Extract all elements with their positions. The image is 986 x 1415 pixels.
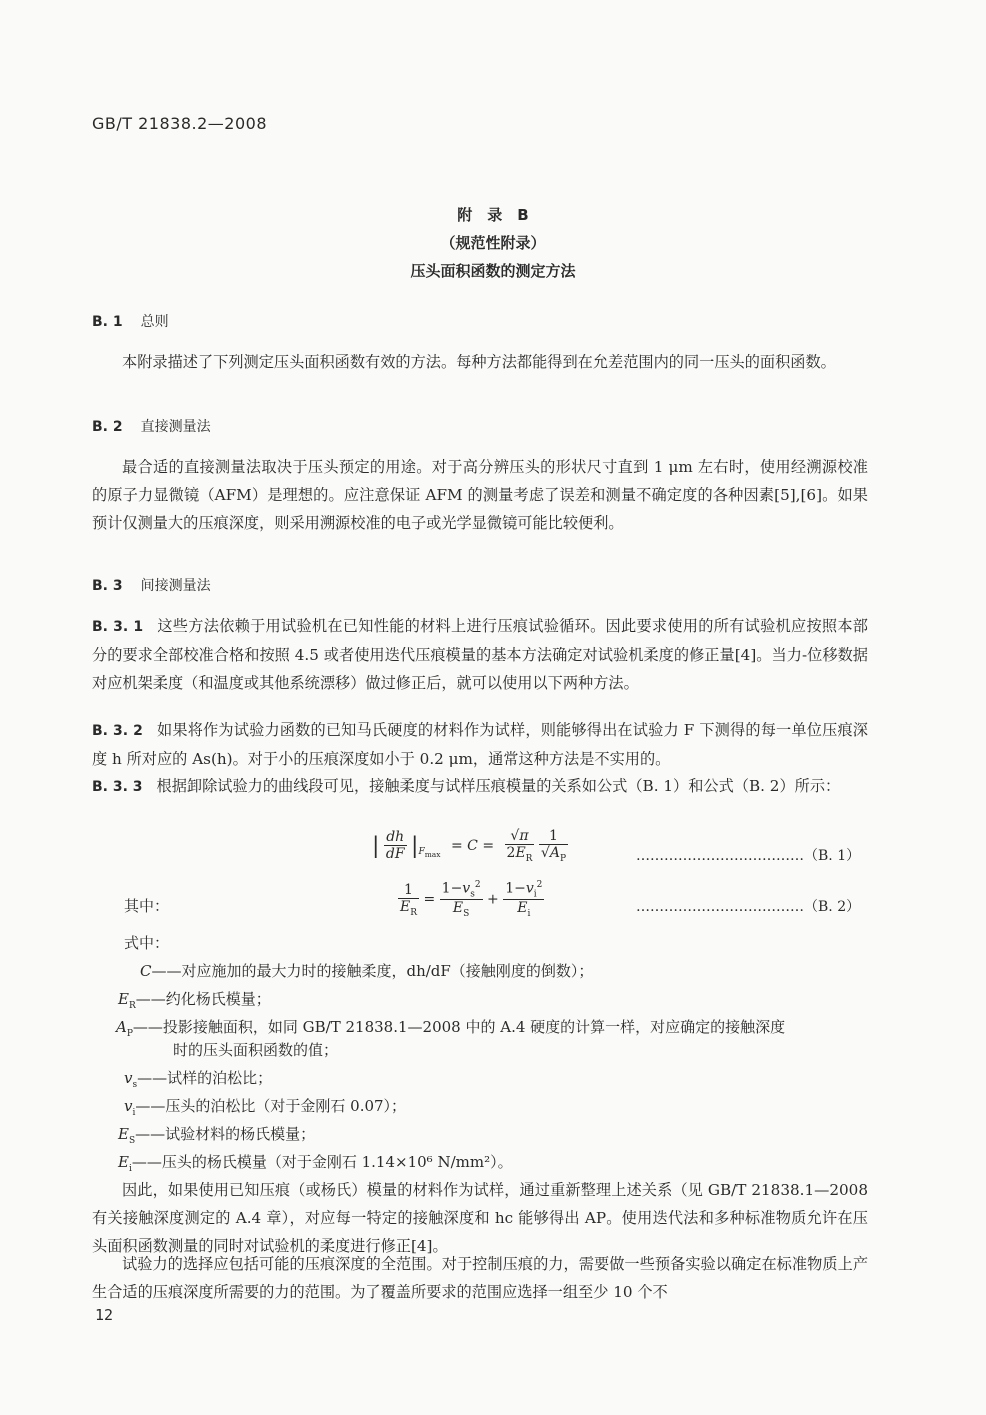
formula-b1-leader: [636, 845, 860, 865]
clause-text: 这些方法依赖于用试验机在已知性能的材料上进行压痕试验循环。因此要求使用的所有试验机应按照本部分的要求全部校准合格和按照 4.5 或者使用迭代压痕模量的基本方法确定对试验机柔度的修正量[4]。当力-位移数据对应机架柔度（和温度或其他系统漂移）做过修正后，就可以使用以下两种方法。: [92, 617, 868, 692]
section-b1-heading: [92, 311, 169, 331]
var-er: $E_R——$约化杨氏模量；: [118, 990, 271, 1011]
section-b3-heading: [92, 575, 211, 595]
leader-dots: ………………………………: [636, 899, 804, 915]
formula-label: 式中：: [124, 934, 170, 952]
closing-paragraph-1: 因此，如果使用已知压痕（或杨氏）模量的材料作为试样，通过重新整理上述关系（见 GB/T 21838.1—2008 有关接触深度测定的 A.4 章），对应每一特定的接触深度和 hc 能够得出 AP。使用迭代法和多种标准物质允许在压头面积函数测量的同时对试验机的柔度进行修正[4]。: [92, 1181, 868, 1255]
formula-b1: | $\frac{dh}{dF}$ $|_{F_{max}} = C$ = $\frac{√\pi}{2E_R}$ $\frac{1}{√A_P}$: [372, 828, 567, 864]
formula-ref: （B. 1）: [804, 848, 861, 864]
closing-paragraph-2: 试验力的选择应包括可能的压痕深度的全范围。对于控制压痕的力，需要做一些预备实验以确定在标准物质上产生合适的压痕深度所需要的力的范围。为了覆盖所要求的范围应选择一组至少 10 个不: [92, 1255, 868, 1301]
var-vi: $v_i——$压头的泊松比（对于金刚石 0.07）；: [124, 1097, 407, 1118]
where-label: 其中：: [124, 897, 170, 915]
section-number: B. 3: [92, 578, 123, 594]
annex-title: 压头面积函数的测定方法: [410, 262, 576, 280]
clause-text: 如果将作为试验力函数的已知马氏硬度的材料作为试样，则能够得出在试验力 F 下测得的每一单位压痕深度 h 所对应的 As(h)。对于小的压痕深度如小于 0.2 μm，通常这种方法是不实用的。: [92, 721, 868, 768]
b2-paragraph: 最合适的直接测量法取决于压头预定的用途。对于高分辨压头的形状尺寸直到 1 μm 左右时，使用经溯源校准的原子力显微镜（AFM）是理想的。应注意保证 AFM 的测量考虑了误差和测量不确定度的各种因素[5],[6]。如果预计仅测量大的压痕深度，则采用溯源校准的电子或光学显微镜可能比较便利。: [92, 458, 868, 532]
b33-paragraph: [92, 772, 868, 801]
b31-paragraph: [92, 612, 868, 697]
clause-number: B. 3. 3: [92, 779, 143, 795]
var-c: C——对应施加的最大力时的接触柔度，dh/dF（接触刚度的倒数）；: [140, 962, 594, 980]
annex-type: （规范性附录）: [440, 234, 546, 252]
section-number: B. 2: [92, 419, 123, 435]
formula-ref: （B. 2）: [804, 899, 861, 915]
b32-paragraph: [92, 716, 868, 773]
clause-number: B. 3. 2: [92, 723, 143, 739]
section-b2-heading: [92, 416, 211, 436]
leader-dots: ………………………………: [636, 848, 804, 864]
var-es: $E_S——$试验材料的杨氏模量；: [118, 1125, 316, 1146]
b1-paragraph: 本附录描述了下列测定压头面积函数有效的方法。每种方法都能得到在允差范围内的同一压头的面积函数。: [122, 353, 836, 371]
page-number: 12: [95, 1306, 114, 1324]
var-vs: $v_s——$试样的泊松比；: [124, 1069, 273, 1090]
annex-label: 附 录 B: [457, 206, 529, 224]
standard-code: GB/T 21838.2—2008: [92, 114, 268, 133]
var-ap-cont: 时的压头面积函数的值；: [173, 1041, 339, 1059]
section-title: 间接测量法: [140, 578, 211, 594]
var-ei: $E_i——$压头的杨氏模量（对于金刚石 1.14×10⁶ N/mm²）。: [118, 1153, 513, 1174]
var-ap: $A_P——$投影接触面积，如同 GB/T 21838.1—2008 中的 A.4 硬度的计算一样，对应确定的接触深度: [116, 1018, 786, 1039]
section-title: 直接测量法: [140, 419, 211, 435]
clause-text: 根据卸除试验力的曲线段可见，接触柔度与试样压痕模量的关系如公式（B. 1）和公式（B. 2）所示：: [156, 777, 841, 795]
clause-number: B. 3. 1: [92, 619, 144, 635]
section-title: 总则: [140, 314, 169, 330]
formula-b2: $\frac{1}{E_R}$ = $\frac{1-v_s^2}{E_S}$ + $\frac{1-v_i^2}{E_i}$: [400, 880, 543, 920]
section-number: B. 1: [92, 314, 123, 330]
formula-b2-leader: [636, 896, 860, 916]
